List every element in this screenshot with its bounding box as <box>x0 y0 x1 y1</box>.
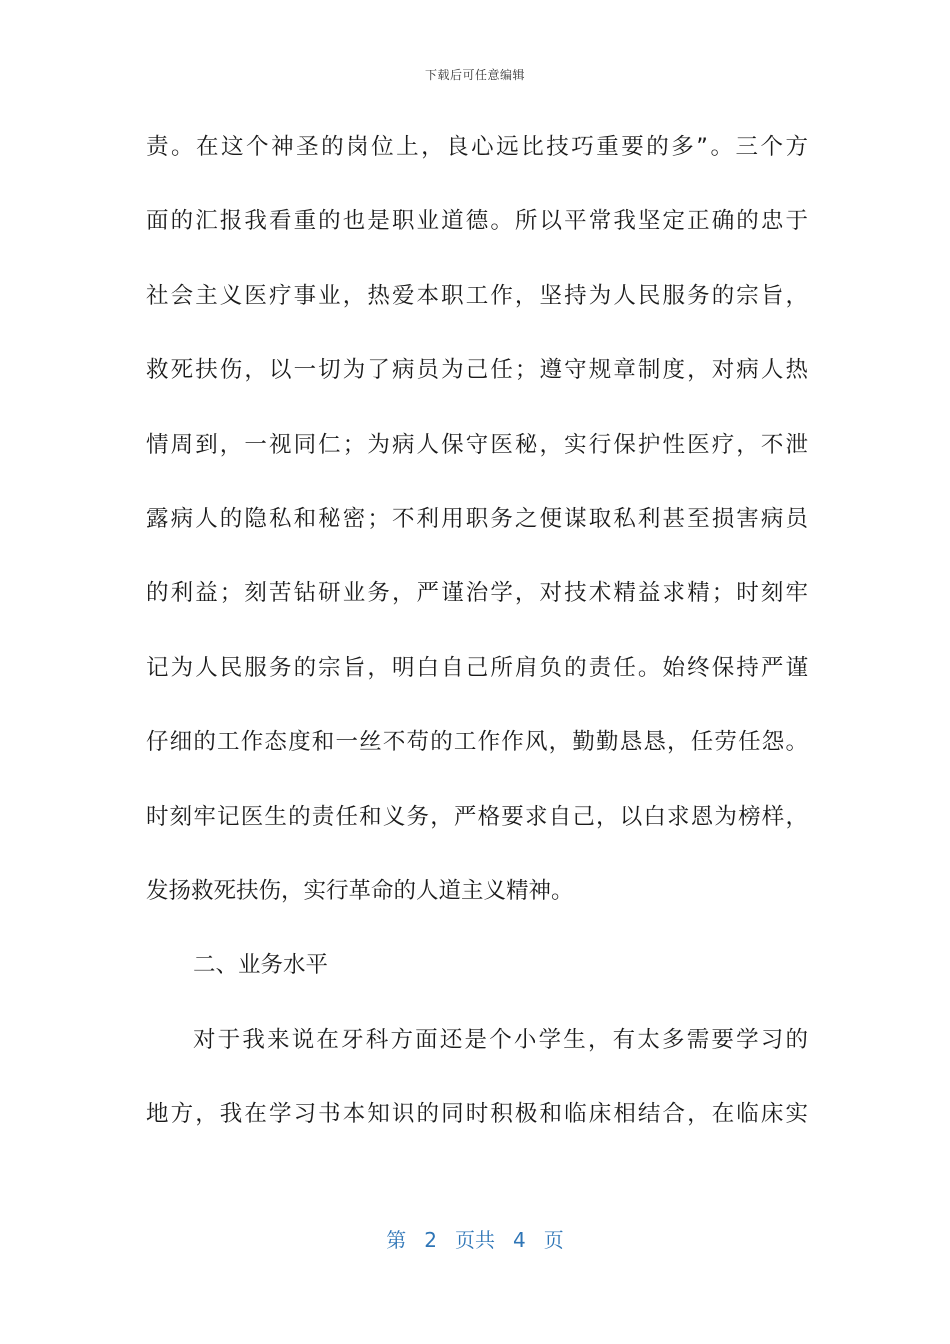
section-heading: 二、业务水平 <box>193 952 329 979</box>
body-line: 地方，我在学习书本知识的同时积极和临床相结合，在临床实 <box>146 1101 808 1128</box>
footer-middle: 页共 <box>455 1228 495 1252</box>
footer-prefix: 第 <box>386 1228 407 1252</box>
body-line: 仔细的工作态度和一丝不苟的工作作风，勤勤恳恳，任劳任怨。 <box>146 729 808 756</box>
body-line: 情周到，一视同仁；为病人保守医秘，实行保护性医疗，不泄 <box>146 431 808 458</box>
page-header-note: 下载后可任意编辑 <box>424 68 525 82</box>
body-line: 记为人民服务的宗旨，明白自己所肩负的责任。始终保持严谨 <box>146 654 808 681</box>
body-line: 露病人的隐私和秘密；不利用职务之便谋取私利甚至损害病员 <box>146 505 808 532</box>
footer-current-page: 2 <box>424 1228 437 1252</box>
footer-total-pages: 4 <box>513 1228 526 1252</box>
body-line: 社会主义医疗事业，热爱本职工作，坚持为人民服务的宗旨， <box>146 282 808 309</box>
body-line: 救死扶伤，以一切为了病员为己任；遵守规章制度，对病人热 <box>146 357 808 384</box>
body-line: 发扬救死扶伤，实行革命的人道主义精神。 <box>146 877 574 904</box>
body-line: 责。在这个神圣的岗位上，良心远比技巧重要的多”。三个方 <box>146 134 808 160</box>
body-line: 对于我来说在牙科方面还是个小学生，有太多需要学习的 <box>193 1026 808 1053</box>
body-line: 面的汇报我看重的也是职业道德。所以平常我坚定正确的忠于 <box>146 208 808 235</box>
footer-suffix: 页 <box>543 1228 564 1252</box>
body-line: 时刻牢记医生的责任和义务，严格要求自己，以白求恩为榜样， <box>146 803 808 830</box>
body-line: 的利益；刻苦钻研业务，严谨治学，对技术精益求精；时刻牢 <box>146 580 808 607</box>
document-body <box>146 127 808 1168</box>
page-footer <box>0 1224 950 1253</box>
